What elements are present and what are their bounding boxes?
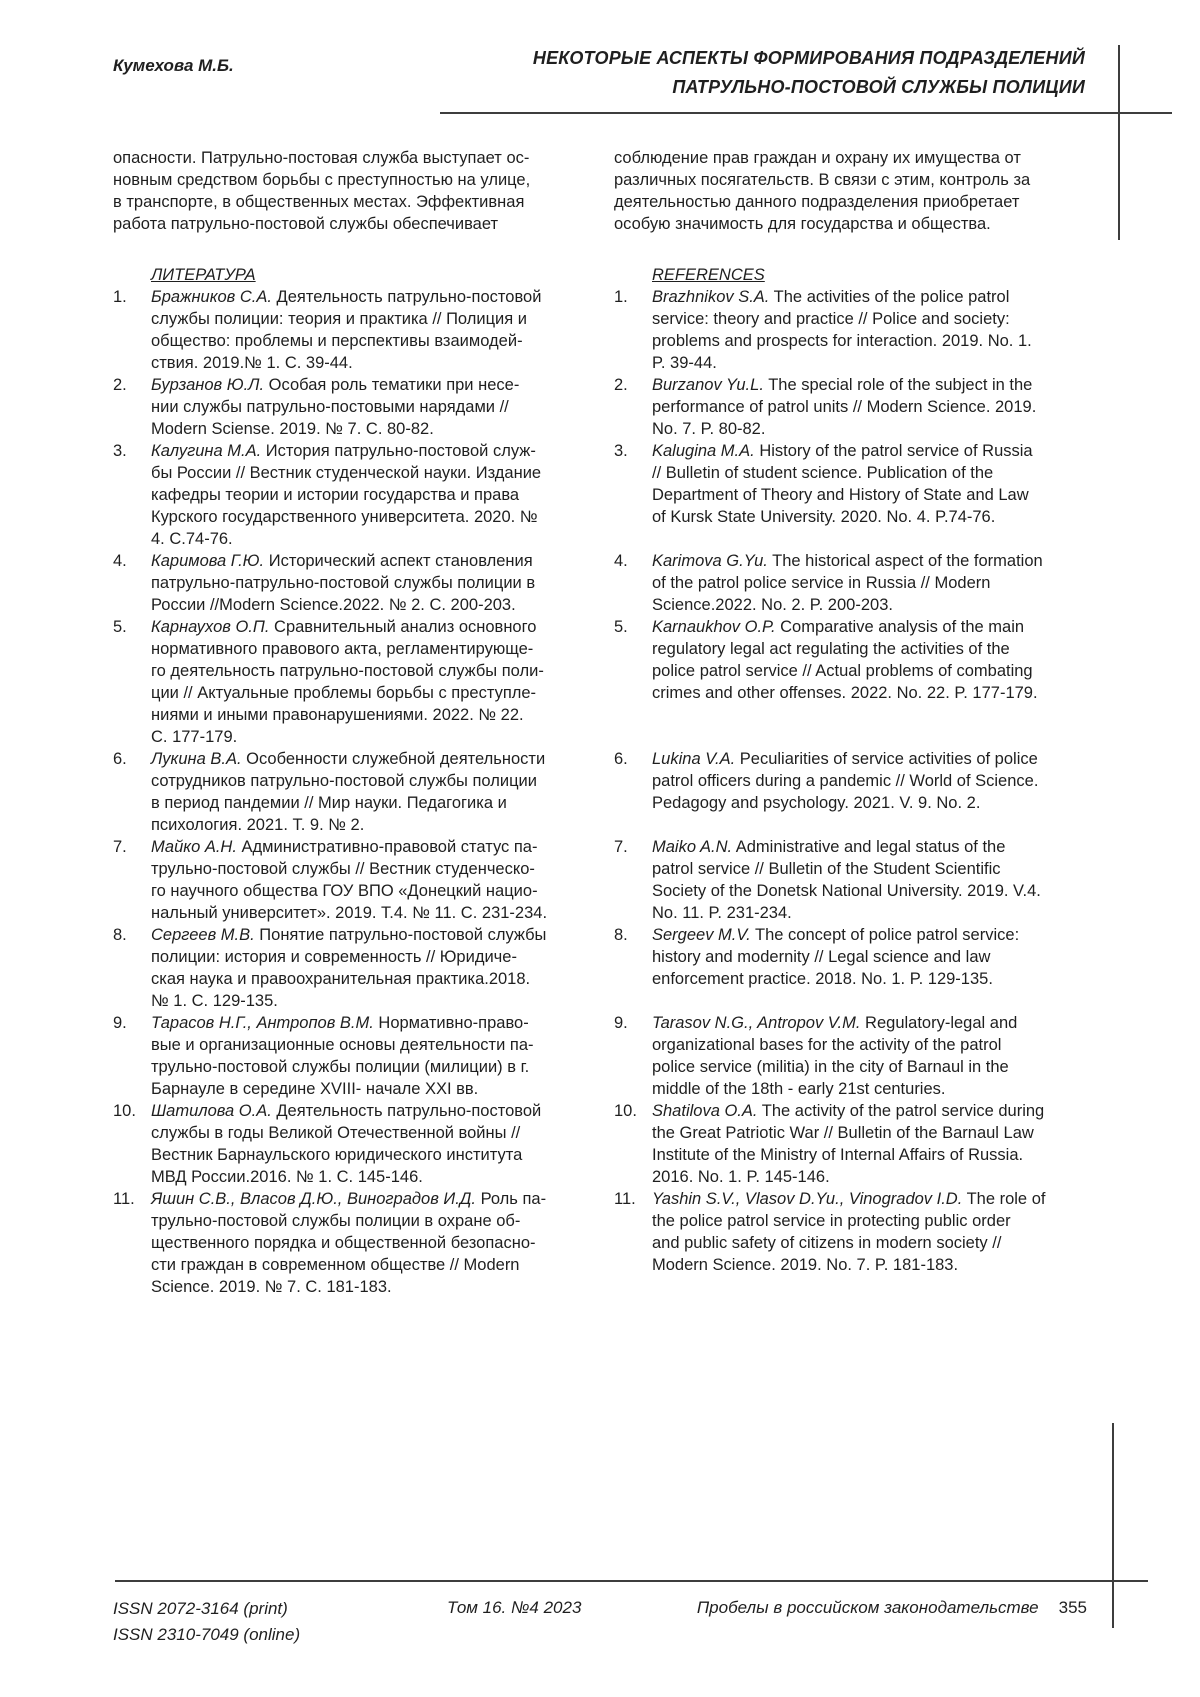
reference-row [113, 440, 1088, 550]
reference-number: 6. [614, 750, 628, 768]
intro-row [113, 147, 1088, 235]
footer-rule [115, 1580, 1148, 1582]
reference-number: 2. [113, 376, 127, 394]
reference-line: P. 39-44. [652, 354, 717, 372]
reference-text-en: Kalugina M.A. History of the patrol service of Russia // Bulletin of student science. Publication of the Department of Theory and History of State and Law of Kursk State University. 2020. No. 4. P.74-76. [652, 440, 1086, 550]
reference-line: Modern Science. 2019. No. 7. P. 181-183. [652, 1256, 959, 1274]
reference-number: 1. [614, 288, 628, 306]
reference-author: Шатилова О.А. [151, 1102, 272, 1120]
reference-line: patrol officers during a pandemic // World of Science. [652, 772, 1039, 790]
reference-author: Karimova G.Yu. [652, 552, 768, 570]
reference-author: Бражников С.А. [151, 288, 272, 306]
top-right-margin-rule [1118, 45, 1120, 240]
reference-author: Сергеев М.В. [151, 926, 255, 944]
reference-row [113, 1188, 1088, 1298]
reference-number: 4. [113, 552, 127, 570]
reference-line: трульно-постовой службы полиции (милиции) в г. [151, 1058, 530, 1076]
reference-line: Science.2022. No. 2. P. 200-203. [652, 596, 893, 614]
reference-number: 8. [113, 926, 127, 944]
two-column-body [113, 147, 1088, 1298]
reference-line: нормативного правового акта, регламентирующе- [151, 640, 534, 658]
reference-number: 5. [614, 618, 628, 636]
reference-text-ru: Майко А.Н. Административно-правовой статус па- трульно-постовой службы // Вестник студенческо- го научного общества ГОУ ВПО «Донецкий нацио- нальный университет». 2019. Т.4. № 11. С. 231-234. [151, 836, 586, 924]
footer-volume: Том 16. №4 2023 [447, 1598, 582, 1617]
intro-paragraph-right: соблюдение прав граждан и охрану их имущества от различных посягательств. В связи с этим, контроль за деятельностью данного подразделения приобретает особую значимость для государства и общества. [614, 149, 1031, 233]
reference-author: Каримова Г.Ю. [151, 552, 265, 570]
reference-row [113, 286, 1088, 374]
reference-line: No. 11. P. 231-234. [652, 904, 792, 922]
reference-text-ru: Тарасов Н.Г., Антропов В.М. Нормативно-право- вые и организационные основы деятельности па- трульно-постовой службы полиции (милиции) в г. Барнауле в середине XVIII- начале XXI вв. [151, 1012, 586, 1100]
reference-line: No. 7. P. 80-82. [652, 420, 766, 438]
footer-journal-name: Пробелы в российском законодательстве [696, 1598, 1039, 1617]
reference-number: 2. [614, 376, 628, 394]
reference-number: 11. [614, 1190, 636, 1208]
reference-line: кафедры теории и истории государства и права [151, 486, 520, 504]
reference-line: enforcement practice. 2018. No. 1. P. 129-135. [652, 970, 993, 988]
section-headings-row [113, 264, 1088, 286]
reference-line: patrol service // Bulletin of the Student Scientific [652, 860, 1001, 878]
running-author: Кумехова М.Б. [113, 56, 234, 75]
reference-line: С. 177-179. [151, 728, 238, 746]
reference-line: ская наука и правоохранительная практика.2018. [151, 970, 531, 988]
reference-line: police patrol service // Actual problems of combating [652, 662, 1033, 680]
reference-line: 4. С.74-76. [151, 530, 233, 548]
reference-number: 3. [614, 442, 628, 460]
reference-line: performance of patrol units // Modern Science. 2019. [652, 398, 1037, 416]
reference-line: crimes and other offenses. 2022. No. 22. P. 177-179. [652, 684, 1038, 702]
reference-line: organizational bases for the activity of the patrol [652, 1036, 1002, 1054]
reference-text-en: Burzanov Yu.L. The special role of the subject in the performance of patrol units // Modern Science. 2019. No. 7. P. 80-82. [652, 374, 1086, 440]
reference-row [113, 748, 1088, 836]
reference-number: 6. [113, 750, 127, 768]
reference-author: Yashin S.V., Vlasov D.Yu., Vinogradov I.D. [652, 1190, 963, 1208]
reference-author: Kalugina M.A. [652, 442, 755, 460]
reference-author: Brazhnikov S.A. [652, 288, 770, 306]
reference-line: 2016. No. 1. P. 145-146. [652, 1168, 830, 1186]
reference-text-en: Lukina V.A. Peculiarities of service activities of police patrol officers during a pandemic // World of Science. Pedagogy and psychology. 2021. V. 9. No. 2. [652, 748, 1086, 836]
reference-line: the Great Patriotic War // Bulletin of the Barnaul Law [652, 1124, 1034, 1142]
reference-author: Яшин С.В., Власов Д.Ю., Виноградов И.Д. [151, 1190, 476, 1208]
reference-line: службы в годы Великой Отечественной войны // [151, 1124, 521, 1142]
reference-line: ции // Актуальные проблемы борьбы с преступле- [151, 684, 537, 702]
reference-author: Калугина М.А. [151, 442, 262, 460]
reference-line: Society of the Donetsk National University. 2019. V.4. [652, 882, 1041, 900]
reference-author: Карнаухов О.П. [151, 618, 270, 636]
reference-line: сти граждан в современном обществе // Modern [151, 1256, 520, 1274]
reference-number: 5. [113, 618, 127, 636]
reference-line: Барнауле в середине XVIII- начале XXI вв. [151, 1080, 479, 1098]
reference-text-ru: Карнаухов О.П. Сравнительный анализ основного нормативного правового акта, регламентирующе- го деятельность патрульно-постовой службы поли- ции // Актуальные проблемы борьбы с преступле- ниями и иными правонарушениями. 2022. № 22. С. 177-179. [151, 616, 586, 748]
reference-number: 11. [113, 1190, 135, 1208]
reference-text-en: Shatilova O.A. The activity of the patrol service during the Great Patriotic War // Bulletin of the Barnaul Law Institute of the Ministry of Internal Affairs of Russia. 2016. No. 1. P. 145-146. [652, 1100, 1086, 1188]
reference-text-ru: Лукина В.А. Особенности служебной деятельности сотрудников патрульно-постовой службы полиции в период пандемии // Мир науки. Педагогика и психология. 2021. Т. 9. № 2. [151, 748, 586, 836]
reference-line: Modern Sciense. 2019. № 7. С. 80-82. [151, 420, 434, 438]
reference-line: ствия. 2019.№ 1. С. 39-44. [151, 354, 353, 372]
reference-number: 7. [614, 838, 628, 856]
reference-line: № 1. С. 129-135. [151, 992, 278, 1010]
reference-author: Shatilova O.A. [652, 1102, 758, 1120]
reference-author: Бурзанов Ю.Л. [151, 376, 265, 394]
reference-line: общество: проблемы и перспективы взаимодей- [151, 332, 523, 350]
reference-line: нии службы патрульно-постовыми нарядами // [151, 398, 509, 416]
reference-row [113, 836, 1088, 924]
reference-line: and public safety of citizens in modern society // [652, 1234, 1002, 1252]
reference-text-en: Sergeev M.V. The concept of police patrol service: history and modernity // Legal science and law enforcement practice. 2018. No. 1. P. 129-135. [652, 924, 1086, 1012]
reference-text-ru: Сергеев М.В. Понятие патрульно-постовой службы полиции: история и современность // Юридиче- ская наука и правоохранительная практика.2018. № 1. С. 129-135. [151, 924, 586, 1012]
reference-row [113, 616, 1088, 748]
reference-text-en: Tarasov N.G., Antropov V.M. Regulatory-legal and organizational bases for the activity of the patrol police service (militia) in the city of Barnaul in the middle of the 18th - early 21st centuries. [652, 1012, 1086, 1100]
reference-text-en: Karimova G.Yu. The historical aspect of the formation of the patrol police service in Russia // Modern Science.2022. No. 2. P. 200-203. [652, 550, 1086, 616]
reference-author: Sergeev M.V. [652, 926, 751, 944]
reference-author: Maiko A.N. [652, 838, 733, 856]
reference-text-ru: Яшин С.В., Власов Д.Ю., Виноградов И.Д. Роль па- трульно-постовой службы полиции в охране об- щественного порядка и общественной безопасно- сти граждан в современном обществе // Modern Science. 2019. № 7. С. 181-183. [151, 1188, 586, 1298]
reference-line: Department of Theory and History of State and Law [652, 486, 1029, 504]
reference-line: вые и организационные основы деятельности па- [151, 1036, 534, 1054]
reference-row [113, 924, 1088, 1012]
reference-line: regulatory legal act regulating the activities of the [652, 640, 1010, 658]
reference-text-en: Maiko A.N. Administrative and legal status of the patrol service // Bulletin of the Student Scientific Society of the Donetsk National University. 2019. V.4. No. 11. P. 231-234. [652, 836, 1086, 924]
reference-author: Майко А.Н. [151, 838, 237, 856]
literature-heading: ЛИТЕРАТУРА [151, 266, 256, 284]
reference-line: the police patrol service in protecting public order [652, 1212, 1011, 1230]
reference-line: психология. 2021. Т. 9. № 2. [151, 816, 365, 834]
reference-text-ru: Шатилова О.А. Деятельность патрульно-постовой службы в годы Великой Отечественной войны // Вестник Барнаульского юридического института МВД России.2016. № 1. С. 145-146. [151, 1100, 586, 1188]
reference-number: 7. [113, 838, 127, 856]
reference-author: Burzanov Yu.L. [652, 376, 764, 394]
paper-title-line-1: НЕКОТОРЫЕ АСПЕКТЫ ФОРМИРОВАНИЯ ПОДРАЗДЕЛЕНИЙ [532, 48, 1085, 68]
reference-line: Курского государственного университета. 2020. № [151, 508, 538, 526]
reference-text-en: Yashin S.V., Vlasov D.Yu., Vinogradov I.D. The role of the police patrol service in protecting public order and public safety of citizens in modern society // Modern Science. 2019. No. 7. P. 181-183. [652, 1188, 1086, 1298]
reference-row [113, 550, 1088, 616]
reference-row [113, 1012, 1088, 1100]
reference-line: в период пандемии // Мир науки. Педагогика и [151, 794, 507, 812]
reference-line: Science. 2019. № 7. С. 181-183. [151, 1278, 392, 1296]
reference-line: МВД России.2016. № 1. С. 145-146. [151, 1168, 423, 1186]
footer-issn-online: ISSN 2310-7049 (online) [113, 1625, 301, 1644]
reference-row [113, 374, 1088, 440]
reference-text-en: Karnaukhov O.P. Comparative analysis of the main regulatory legal act regulating the activities of the police patrol service // Actual problems of combating crimes and other offenses. 2022. No. 22. P. 177-179. [652, 616, 1086, 748]
reference-number: 3. [113, 442, 127, 460]
reference-author: Tarasov N.G., Antropov V.M. [652, 1014, 861, 1032]
reference-text-ru: Бражников С.А. Деятельность патрульно-постовой службы полиции: теория и практика // Полиция и общество: проблемы и перспективы взаимодей- ствия. 2019.№ 1. С. 39-44. [151, 286, 586, 374]
reference-text-en: Brazhnikov S.A. The activities of the police patrol service: theory and practice // Police and society: problems and prospects for interaction. 2019. No. 1. P. 39-44. [652, 286, 1086, 374]
header-rule [440, 112, 1172, 114]
reference-line: Pedagogy and psychology. 2021. V. 9. No. 2. [652, 794, 981, 812]
intro-paragraph-left: опасности. Патрульно-постовая служба выступает ос- новным средством борьбы с преступностью на улице, в транспорте, в общественных местах. Эффективная работа патрульно-постовой службы обеспечивает [113, 149, 531, 233]
reference-line: history and modernity // Legal science and law [652, 948, 991, 966]
reference-line: police service (militia) in the city of Barnaul in the [652, 1058, 1009, 1076]
reference-list [113, 286, 1088, 1298]
reference-number: 4. [614, 552, 628, 570]
reference-number: 9. [113, 1014, 127, 1032]
reference-line: of the patrol police service in Russia // Modern [652, 574, 991, 592]
reference-line: службы полиции: теория и практика // Полиция и [151, 310, 527, 328]
reference-line: Institute of the Ministry of Internal Affairs of Russia. [652, 1146, 1024, 1164]
footer-page-number: 355 [1058, 1598, 1087, 1617]
paper-title [533, 44, 1085, 102]
reference-line: ниями и иными правонарушениями. 2022. № 22. [151, 706, 524, 724]
reference-row [113, 1100, 1088, 1188]
reference-line: // Bulletin of student science. Publication of the [652, 464, 994, 482]
footer-issn-block [113, 1596, 300, 1648]
reference-number: 10. [113, 1102, 136, 1120]
bottom-right-margin-rule [1112, 1423, 1114, 1628]
paper-title-line-2: ПАТРУЛЬНО-ПОСТОВОЙ СЛУЖБЫ ПОЛИЦИИ [672, 77, 1085, 97]
reference-number: 8. [614, 926, 628, 944]
reference-line: service: theory and practice // Police and society: [652, 310, 1010, 328]
reference-line: бы России // Вестник студенческой науки. Издание [151, 464, 542, 482]
reference-line: трульно-постовой службы полиции в охране об- [151, 1212, 521, 1230]
reference-line: России //Modern Science.2022. № 2. С. 200-203. [151, 596, 516, 614]
reference-line: middle of the 18th - early 21st centuries. [652, 1080, 946, 1098]
footer-issn-print: ISSN 2072-3164 (print) [113, 1599, 288, 1618]
reference-line: полиции: история и современность // Юридиче- [151, 948, 517, 966]
reference-line: problems and prospects for interaction. 2019. No. 1. [652, 332, 1032, 350]
reference-author: Lukina V.A. [652, 750, 736, 768]
reference-text-ru: Каримова Г.Ю. Исторический аспект становления патрульно-патрульно-постовой службы полиции в России //Modern Science.2022. № 2. С. 200-203. [151, 550, 586, 616]
reference-line: трульно-постовой службы // Вестник студенческо- [151, 860, 535, 878]
reference-text-ru: Калугина М.А. История патрульно-постовой служ- бы России // Вестник студенческой науки. Издание кафедры теории и истории государства и права Курского государственного университета. 2020. № 4. С.74-76. [151, 440, 586, 550]
reference-line: сотрудников патрульно-постовой службы полиции [151, 772, 537, 790]
reference-author: Тарасов Н.Г., Антропов В.М. [151, 1014, 374, 1032]
footer-journal-block [697, 1598, 1087, 1618]
reference-text-ru: Бурзанов Ю.Л. Особая роль тематики при несе- нии службы патрульно-постовыми нарядами // Modern Sciense. 2019. № 7. С. 80-82. [151, 374, 586, 440]
reference-number: 1. [113, 288, 127, 306]
reference-line: of Kursk State University. 2020. No. 4. P.74-76. [652, 508, 996, 526]
reference-line: нальный университет». 2019. Т.4. № 11. С. 231-234. [151, 904, 548, 922]
reference-number: 9. [614, 1014, 628, 1032]
reference-line: го деятельность патрульно-постовой службы поли- [151, 662, 544, 680]
reference-number: 10. [614, 1102, 637, 1120]
reference-line: патрульно-патрульно-постовой службы полиции в [151, 574, 536, 592]
reference-line: Вестник Барнаульского юридического института [151, 1146, 523, 1164]
reference-author: Karnaukhov O.P. [652, 618, 776, 636]
reference-line: го научного общества ГОУ ВПО «Донецкий нацио- [151, 882, 538, 900]
reference-line: щественного порядка и общественной безопасно- [151, 1234, 536, 1252]
reference-author: Лукина В.А. [151, 750, 242, 768]
references-heading: REFERENCES [652, 266, 765, 284]
